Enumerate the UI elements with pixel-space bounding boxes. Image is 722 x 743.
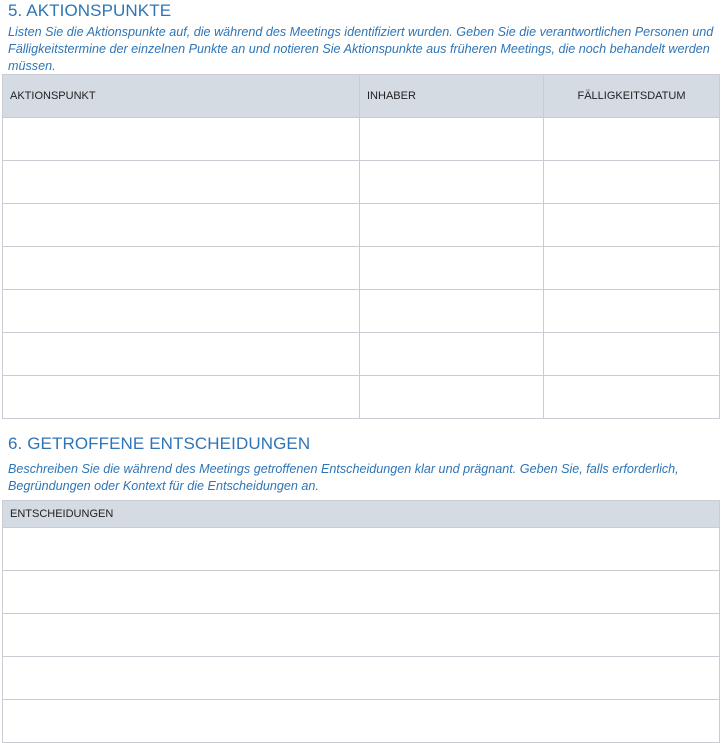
table-row [3, 118, 720, 161]
table-row [3, 333, 720, 376]
table-header-row [3, 501, 720, 528]
section-5-description: Listen Sie die Aktionspunkte auf, die während des Meetings identifiziert wurden. Geben Sie die verantwortlichen Personen und Fälligkeitstermine der einzelnen Punkte an und notieren Sie Aktionspunkte aus früheren Meetings, die noch behandelt werden müssen. [8, 25, 714, 73]
table-row [3, 376, 720, 419]
table-row [3, 161, 720, 204]
action-item-cell[interactable] [3, 333, 360, 376]
table-row [3, 290, 720, 333]
decision-cell[interactable] [3, 614, 720, 657]
table-row [3, 528, 720, 571]
column-header-due-date: FÄLLIGKEITSDATUM [544, 75, 720, 118]
section-5-title: 5. AKTIONSPUNKTE [8, 1, 172, 20]
decision-cell[interactable] [3, 528, 720, 571]
due-date-cell[interactable] [544, 161, 720, 204]
owner-cell[interactable] [360, 161, 544, 204]
table-row [3, 247, 720, 290]
table-row [3, 571, 720, 614]
column-header-action-item: AKTIONSPUNKT [3, 75, 360, 118]
due-date-cell[interactable] [544, 290, 720, 333]
owner-cell[interactable] [360, 204, 544, 247]
section-6-description: Beschreiben Sie die während des Meetings getroffenen Entscheidungen klar und prägnant. Geben Sie, falls erforderlich, Begründungen oder Kontext für die Entscheidungen an. [8, 462, 679, 493]
owner-cell[interactable] [360, 290, 544, 333]
action-item-cell[interactable] [3, 290, 360, 333]
action-item-cell[interactable] [3, 376, 360, 419]
owner-cell[interactable] [360, 247, 544, 290]
action-item-cell[interactable] [3, 161, 360, 204]
action-item-cell[interactable] [3, 118, 360, 161]
due-date-cell[interactable] [544, 247, 720, 290]
decisions-table [2, 500, 720, 743]
action-item-cell[interactable] [3, 204, 360, 247]
due-date-cell[interactable] [544, 204, 720, 247]
table-row [3, 614, 720, 657]
due-date-cell[interactable] [544, 333, 720, 376]
table-row [3, 204, 720, 247]
due-date-cell[interactable] [544, 376, 720, 419]
owner-cell[interactable] [360, 118, 544, 161]
decision-cell[interactable] [3, 700, 720, 743]
table-row [3, 657, 720, 700]
decision-cell[interactable] [3, 571, 720, 614]
due-date-cell[interactable] [544, 118, 720, 161]
section-6-title: 6. GETROFFENE ENTSCHEIDUNGEN [8, 434, 311, 453]
decision-cell[interactable] [3, 657, 720, 700]
column-header-owner: INHABER [360, 75, 544, 118]
column-header-decisions: ENTSCHEIDUNGEN [3, 501, 720, 528]
action-item-cell[interactable] [3, 247, 360, 290]
table-row [3, 700, 720, 743]
table-header-row [3, 75, 720, 118]
action-items-table [2, 74, 720, 419]
owner-cell[interactable] [360, 333, 544, 376]
owner-cell[interactable] [360, 376, 544, 419]
